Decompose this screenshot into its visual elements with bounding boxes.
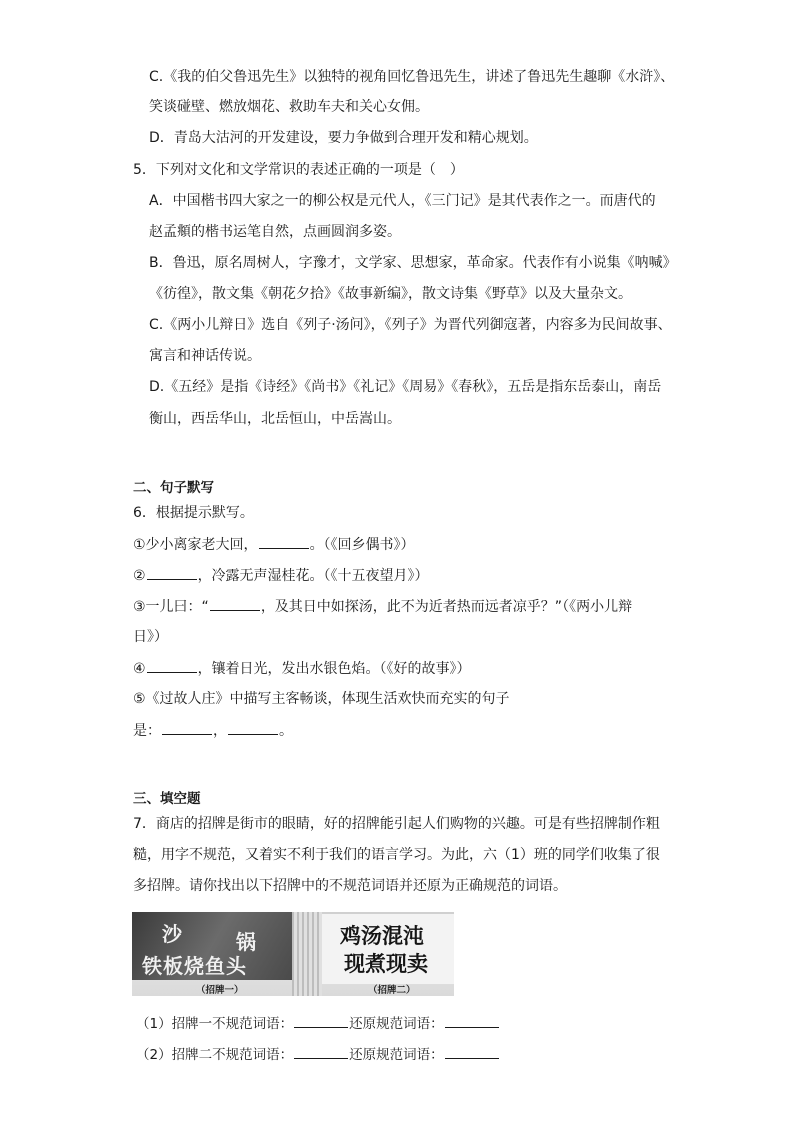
q5-option-b-line2: 《彷徨》，散文集《朝花夕拾》《故事新编》，散文诗集《野草》以及大量杂文。 bbox=[149, 286, 632, 302]
q6-item-3-line2: 日》） bbox=[133, 629, 168, 645]
q7-answer-1-pre: （1）招牌一不规范词语： bbox=[136, 1016, 294, 1032]
q6-item-5-mid: ， bbox=[213, 723, 227, 739]
answer-blank[interactable] bbox=[228, 720, 278, 735]
q5-option-c-line2: 寓言和神话传说。 bbox=[149, 348, 261, 364]
q4-option-c-line1: C.《我的伯父鲁迅先生》以独特的视角回忆鲁迅先生，讲述了鲁迅先生趣聊《水浒》、 bbox=[149, 69, 675, 85]
section2-title: 二、句子默写 bbox=[133, 480, 214, 496]
q6-item-5-pre: 是： bbox=[133, 723, 161, 739]
q7-answer-2 bbox=[136, 1044, 500, 1065]
q6-item-4-post: ，镶着日光，发出水银色焰。（《好的故事》） bbox=[197, 661, 471, 677]
q7-answer-2-pre: （2）招牌二不规范词语： bbox=[136, 1047, 294, 1063]
q5-option-b-line1: B．鲁迅，原名周树人，字豫才，文学家、思想家，革命家。代表作有小说集《呐喊》 bbox=[149, 255, 677, 271]
caption-sign1: （招牌一） bbox=[196, 985, 244, 996]
q5-option-d-line2: 衡山，西岳华山，北岳恒山，中岳嵩山。 bbox=[149, 411, 401, 427]
q5-option-d-line1: D.《五经》是指《诗经》《尚书》《礼记》《周易》《春秋》，五岳是指东岳泰山，南岳 bbox=[149, 379, 662, 395]
photo-background-texture bbox=[292, 912, 322, 996]
answer-blank[interactable] bbox=[294, 1044, 348, 1059]
sign1-char-guo: 锅 bbox=[236, 930, 256, 954]
q7-answer-1 bbox=[136, 1013, 500, 1034]
q5-stem: 5．下列对文化和文学常识的表述正确的一项是（ ） bbox=[133, 162, 464, 178]
q6-item-4 bbox=[133, 658, 471, 679]
q6-item-2-pre: ② bbox=[133, 568, 146, 584]
q6-item-4-pre: ④ bbox=[133, 661, 146, 677]
q5-option-a-line1: A．中国楷书四大家之一的柳公权是元代人，《三门记》是其代表作之一。而唐代的 bbox=[149, 193, 656, 209]
sign2-line1: 鸡汤混沌 bbox=[340, 923, 424, 948]
answer-blank[interactable] bbox=[147, 658, 197, 673]
q6-item-2-post: ，冷露无声湿桂花。（《十五夜望月》） bbox=[197, 568, 429, 584]
q5-option-c-line1: C.《两小儿辩日》选自《列子·汤问》，《列子》为晋代列御寇著，内容多为民间故事、 bbox=[149, 317, 672, 333]
q4-option-c-line2: 笑谈碰壁、燃放烟花、救助车夫和关心女佣。 bbox=[149, 99, 429, 115]
q5-option-a-line2: 赵孟頫的楷书运笔自然，点画圆润多姿。 bbox=[149, 224, 401, 240]
answer-blank[interactable] bbox=[445, 1044, 499, 1059]
q7-answer-2-mid: 还原规范词语： bbox=[349, 1047, 444, 1063]
q6-item-3-pre: ③一儿曰：“ bbox=[133, 599, 209, 615]
answer-blank[interactable] bbox=[294, 1013, 348, 1028]
caption-sign2: （招牌二） bbox=[368, 985, 416, 996]
answer-blank[interactable] bbox=[445, 1013, 499, 1028]
q4-option-d: D．青岛大沽河的开发建设，要力争做到合理开发和精心规划。 bbox=[149, 130, 538, 146]
q6-item-1-post: 。（《回乡偶书》） bbox=[309, 537, 415, 553]
q6-item-1 bbox=[133, 534, 415, 555]
q7-stem-line1: 7．商店的招牌是街市的眼睛，好的招牌能引起人们购物的兴趣。可是有些招牌制作粗 bbox=[133, 816, 660, 832]
section3-title: 三、填空题 bbox=[133, 791, 201, 807]
sign1-char-sha: 沙 bbox=[162, 922, 182, 946]
answer-blank[interactable] bbox=[210, 596, 260, 611]
q6-item-5-post: 。 bbox=[279, 723, 293, 739]
q7-stem-line3: 多招牌。请你找出以下招牌中的不规范词语并还原为正确规范的词语。 bbox=[133, 878, 567, 894]
answer-blank[interactable] bbox=[259, 534, 309, 549]
q6-stem: 6．根据提示默写。 bbox=[133, 505, 254, 521]
q6-item-5-line1: ⑤《过故人庄》中描写主客畅谈，体现生活欢快而充实的句子 bbox=[133, 691, 510, 707]
answer-blank[interactable] bbox=[147, 565, 197, 580]
answer-blank[interactable] bbox=[162, 720, 212, 735]
signboard-two bbox=[322, 914, 454, 984]
q6-item-1-pre: ①少小离家老大回， bbox=[133, 537, 258, 553]
q7-answer-1-mid: 还原规范词语： bbox=[349, 1016, 444, 1032]
signboard-one bbox=[132, 912, 292, 980]
q6-item-3 bbox=[133, 596, 632, 617]
sign2-line2: 现煮现卖 bbox=[344, 951, 428, 976]
q6-item-3-post: ，及其日中如探汤，此不为近者热而远者凉乎？”（《两小儿辩 bbox=[260, 599, 633, 615]
q7-stem-line2: 糙，用字不规范，又着实不利于我们的语言学习。为此，六（1）班的同学们收集了很 bbox=[133, 847, 660, 863]
signboard-photo bbox=[132, 912, 454, 996]
sign1-line2: 铁板烧鱼头 bbox=[142, 954, 247, 978]
q6-item-5-line2 bbox=[133, 720, 293, 741]
q6-item-2 bbox=[133, 565, 429, 586]
